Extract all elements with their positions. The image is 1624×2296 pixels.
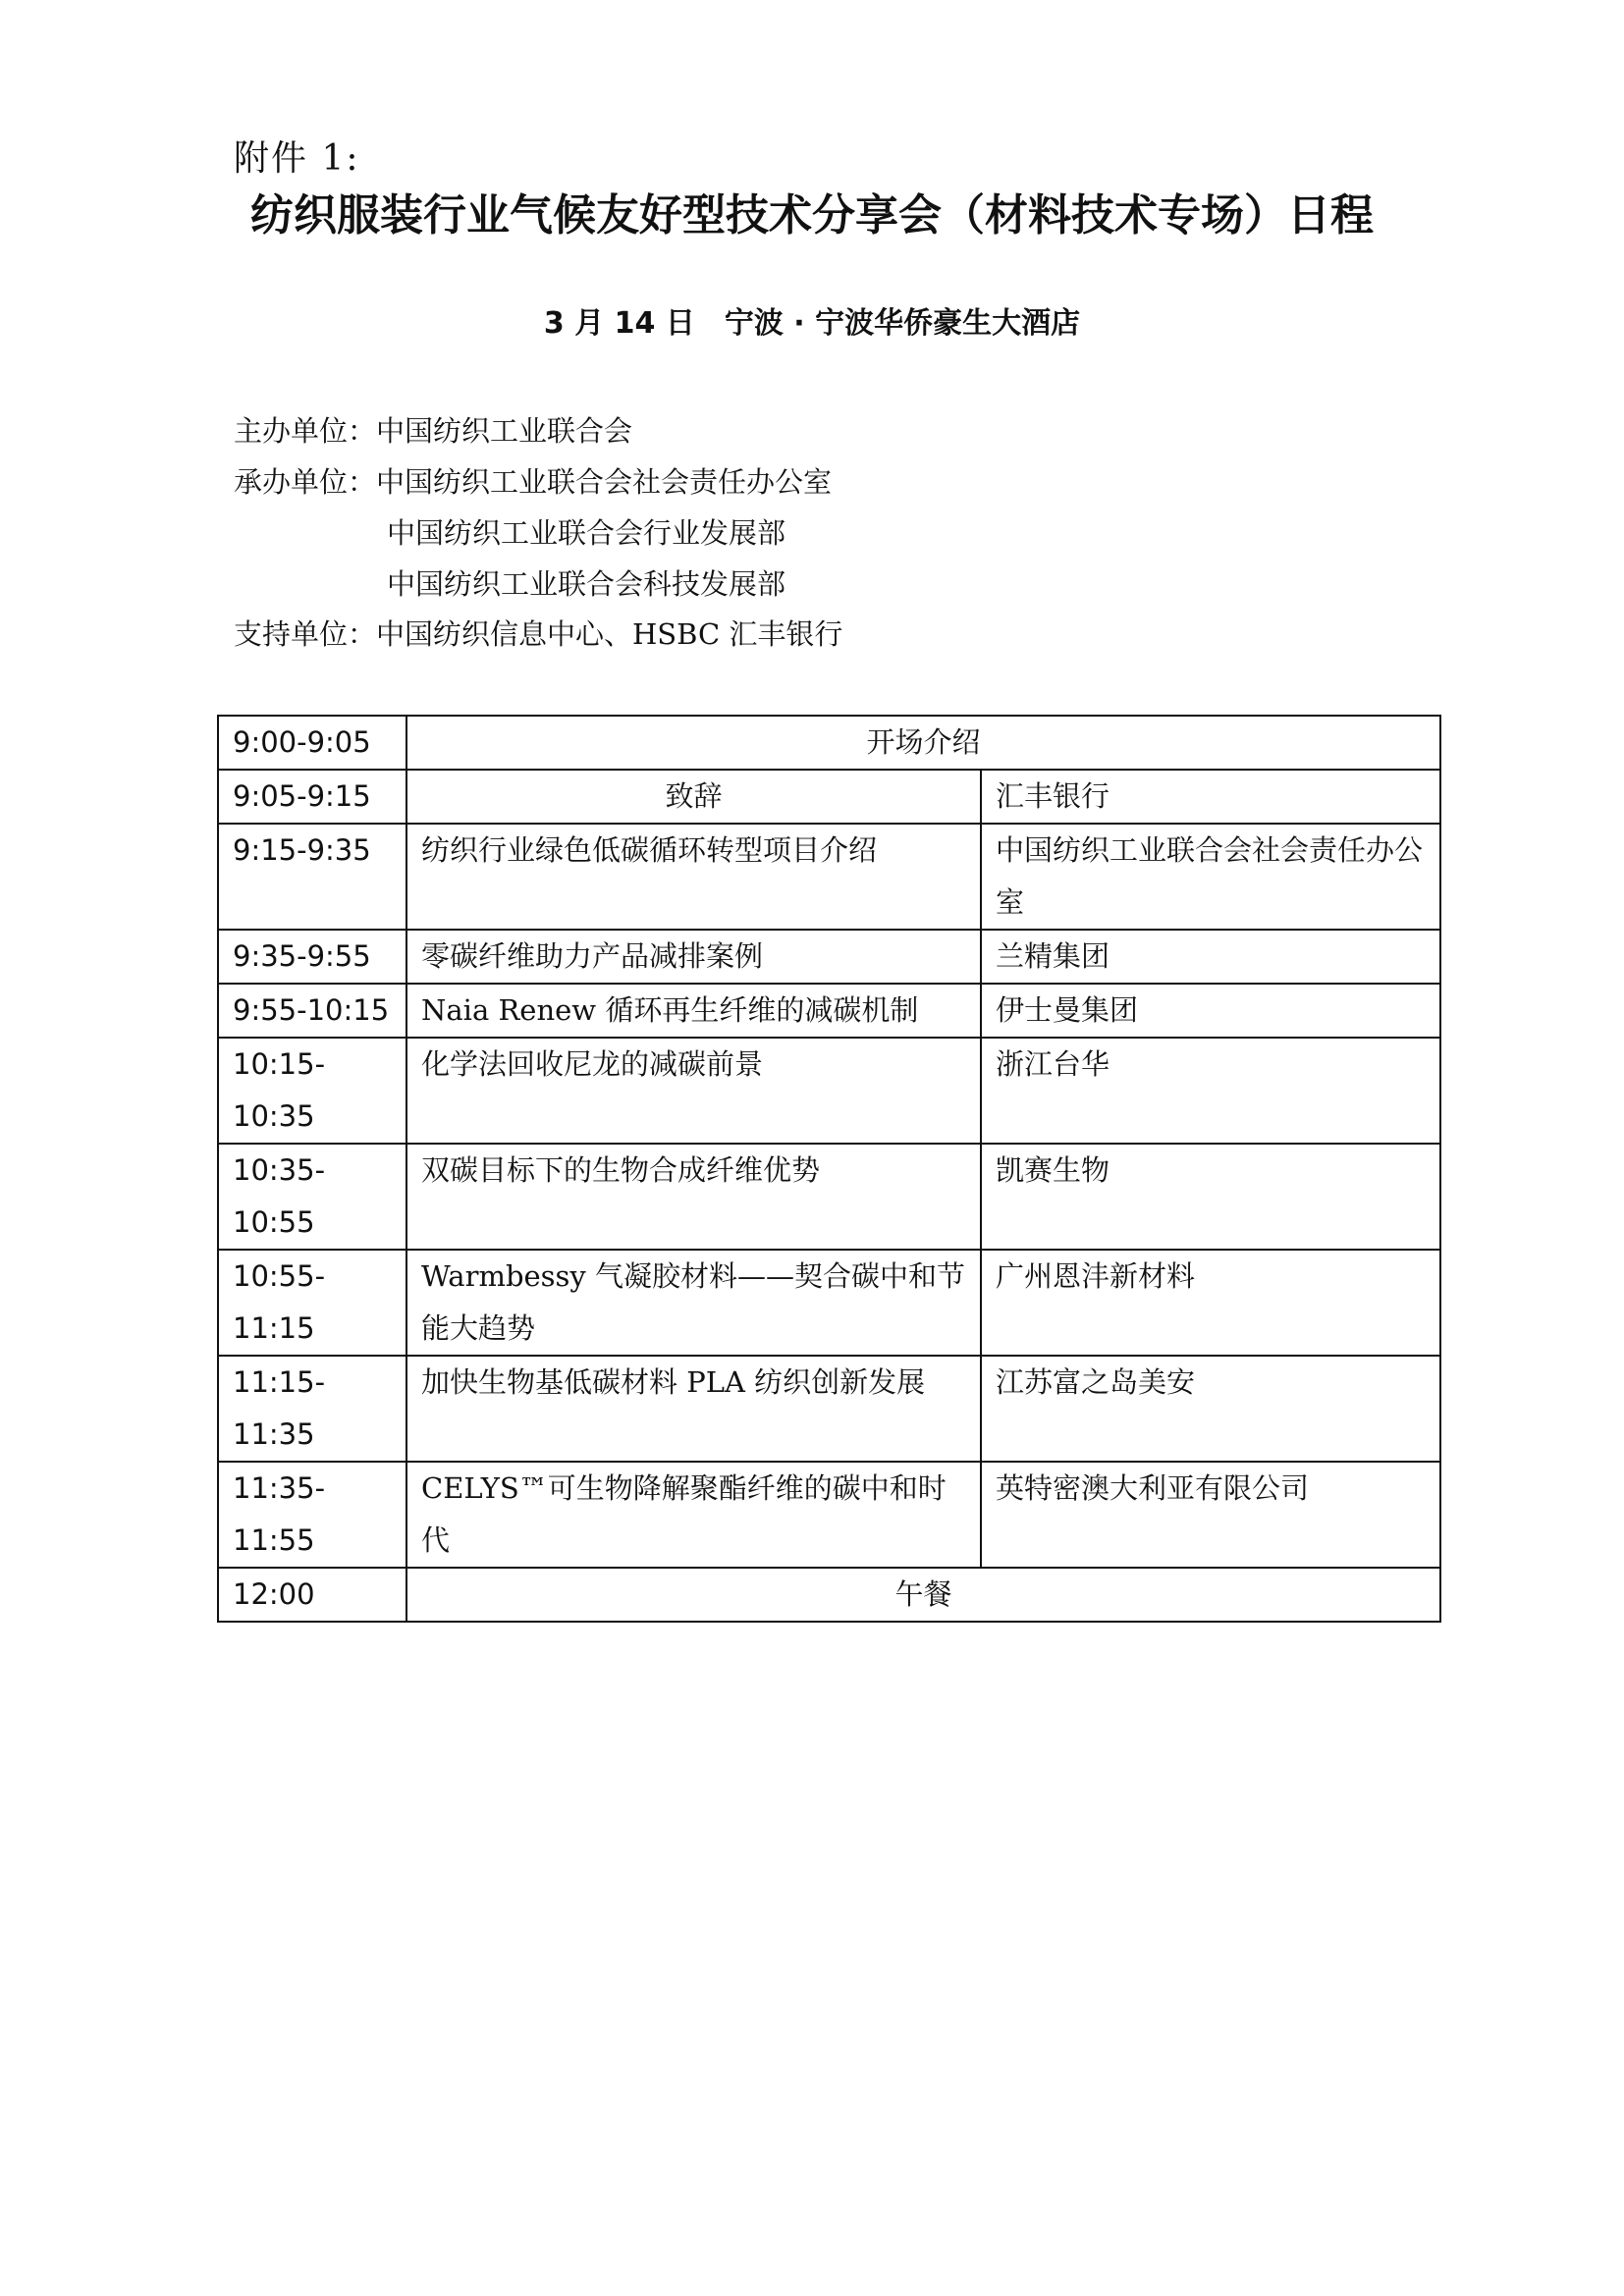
session-speaker: 江苏富之岛美安 bbox=[981, 1356, 1440, 1462]
session-speaker: 广州恩沣新材料 bbox=[981, 1250, 1440, 1356]
table-row bbox=[218, 1144, 1440, 1250]
session-speaker: 伊士曼集团 bbox=[981, 984, 1440, 1038]
session-speaker: 汇丰银行 bbox=[981, 770, 1440, 824]
event-date-venue: 3 月 14 日 宁波 · 宁波华侨豪生大酒店 bbox=[543, 306, 1081, 341]
co-organizer-label: 承办单位： bbox=[234, 465, 377, 499]
session-topic: Naia Renew 循环再生纤维的减碳机制 bbox=[406, 984, 981, 1038]
session-topic: 化学法回收尼龙的减碳前景 bbox=[406, 1038, 981, 1144]
session-topic: 零碳纤维助力产品减排案例 bbox=[406, 930, 981, 984]
session-time: 9:55-10:15 bbox=[218, 984, 406, 1038]
co-organizer-row bbox=[234, 458, 832, 506]
co-organizer-value: 中国纺织工业联合会行业发展部 bbox=[387, 516, 786, 550]
session-speaker: 兰精集团 bbox=[981, 930, 1440, 984]
table-row bbox=[218, 1568, 1440, 1622]
table-row bbox=[218, 984, 1440, 1038]
session-time: 9:35-9:55 bbox=[218, 930, 406, 984]
supporter-row bbox=[234, 611, 842, 658]
session-topic: Warmbessy 气凝胶材料——契合碳中和节能大趋势 bbox=[406, 1250, 981, 1356]
table-row bbox=[218, 1250, 1440, 1356]
session-speaker: 中国纺织工业联合会社会责任办公室 bbox=[981, 824, 1440, 930]
schedule-table bbox=[217, 715, 1441, 1623]
session-topic: 双碳目标下的生物合成纤维优势 bbox=[406, 1144, 981, 1250]
session-topic: 午餐 bbox=[406, 1568, 1440, 1622]
supporter-value: 中国纺织信息中心、HSBC 汇丰银行 bbox=[376, 617, 843, 651]
session-time: 9:15-9:35 bbox=[218, 824, 406, 930]
session-topic: 加快生物基低碳材料 PLA 纺织创新发展 bbox=[406, 1356, 981, 1462]
table-row bbox=[218, 1356, 1440, 1462]
table-row bbox=[218, 770, 1440, 824]
attachment-label: 附件 1: bbox=[234, 138, 360, 179]
page-title: 纺织服装行业气候友好型技术分享会（材料技术专场）日程 bbox=[250, 190, 1374, 240]
table-row bbox=[218, 824, 1440, 930]
co-organizer-value: 中国纺织工业联合会科技发展部 bbox=[387, 567, 786, 601]
session-time: 10:55-11:15 bbox=[218, 1250, 406, 1356]
table-row bbox=[218, 716, 1440, 770]
co-organizer-value: 中国纺织工业联合会社会责任办公室 bbox=[376, 465, 833, 499]
host-organizer-value: 中国纺织工业联合会 bbox=[376, 414, 633, 448]
session-time: 10:15-10:35 bbox=[218, 1038, 406, 1144]
session-time: 9:05-9:15 bbox=[218, 770, 406, 824]
session-speaker: 英特密澳大利亚有限公司 bbox=[981, 1462, 1440, 1568]
session-time: 12:00 bbox=[218, 1568, 406, 1622]
session-time: 11:15-11:35 bbox=[218, 1356, 406, 1462]
table-row bbox=[218, 930, 1440, 984]
session-time: 9:00-9:05 bbox=[218, 716, 406, 770]
session-topic: 致辞 bbox=[406, 770, 981, 824]
session-topic: CELYS™可生物降解聚酯纤维的碳中和时代 bbox=[406, 1462, 981, 1568]
session-topic: 纺织行业绿色低碳循环转型项目介绍 bbox=[406, 824, 981, 930]
host-organizer-row bbox=[234, 407, 632, 454]
host-organizer-label: 主办单位： bbox=[234, 414, 377, 448]
session-speaker: 浙江台华 bbox=[981, 1038, 1440, 1144]
table-row bbox=[218, 1038, 1440, 1144]
session-time: 11:35-11:55 bbox=[218, 1462, 406, 1568]
session-time: 10:35-10:55 bbox=[218, 1144, 406, 1250]
session-speaker: 凯赛生物 bbox=[981, 1144, 1440, 1250]
session-topic: 开场介绍 bbox=[406, 716, 1440, 770]
table-row bbox=[218, 1462, 1440, 1568]
supporter-label: 支持单位： bbox=[234, 617, 377, 651]
